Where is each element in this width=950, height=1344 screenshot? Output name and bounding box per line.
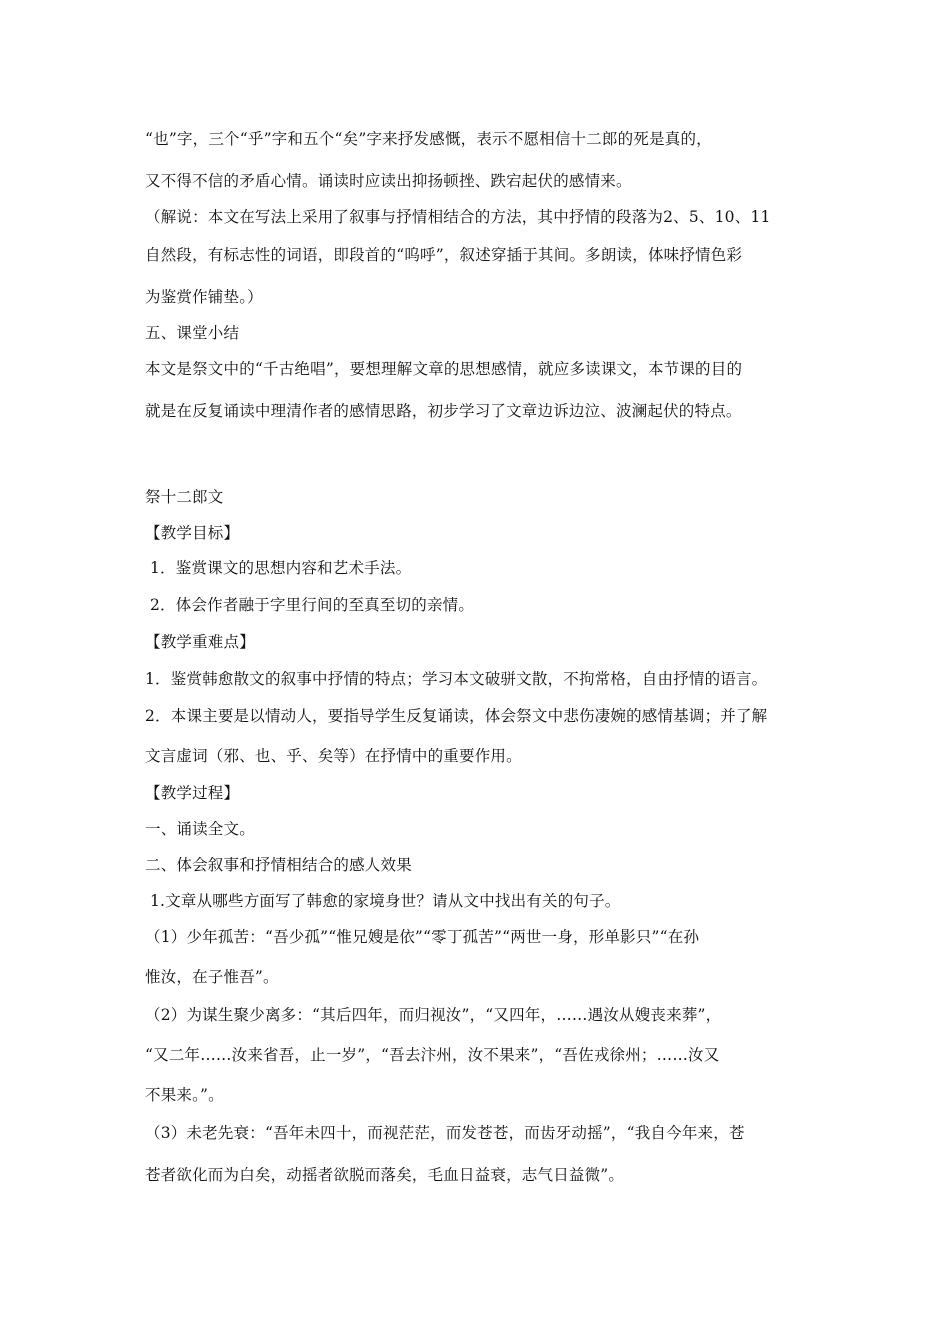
text-line: 惟汝，在子惟吾”。 [145,968,279,986]
text-line: 不果来。”。 [145,1086,224,1104]
list-item: 2．本课主要是以情动人，要指导学生反复诵读，体会祭文中悲伤凄婉的感情基调；并了解 [145,707,768,725]
text-line: 文言虚词（邪、也、乎、矣等）在抒情中的重要作用。 [145,747,522,765]
text-line: （解说：本文在写法上采用了叙事与抒情相结合的方法，其中抒情的段落为2、5、10、11 [145,208,771,226]
list-item: 1．鉴赏韩愈散文的叙事中抒情的特点；学习本文破骈文散，不拘常格，自由抒情的语言。 [145,670,768,688]
text-line: 又不得不信的矛盾心情。诵读时应读出抑扬顿挫、跌宕起伏的感情来。 [145,172,632,190]
text-line: “又二年……汝来省吾，止一岁”，“吾去汴州，汝不果来”，“吾佐戎徐州；……汝又 [145,1046,720,1064]
section-heading: 【教学过程】 [145,784,240,802]
question: 1.文章从哪些方面写了韩愈的家境身世？请从文中找出有关的句子。 [150,892,621,910]
document-title: 祭十二郎文 [145,488,224,506]
text-line: 为鉴赏作铺垫。） [145,288,263,306]
list-item: 2．体会作者融于字里行间的至真至切的亲情。 [150,596,475,614]
text-line: 就是在反复诵读中理清作者的感情思路，初步学习了文章边诉边泣、波澜起伏的特点。 [145,402,742,420]
section-heading: 【教学重难点】 [145,633,255,651]
text-line: 一、诵读全文。 [145,820,255,838]
text-line: （2）为谋生聚少离多：“其后四年，而归视汝”，“又四年，……遇汝从嫂丧来葬”， [145,1006,722,1024]
text-line: 自然段，有标志性的词语，即段首的“呜呼”，叙述穿插于其间。多朗读，体味抒情色彩 [145,246,743,264]
section-heading: 【教学目标】 [145,524,240,542]
text-line: 本文是祭文中的“千古绝唱”，要想理解文章的思想感情，就应多读课文，本节课的目的 [145,360,743,378]
text-line: “也”字，三个“乎”字和五个“矣”字来抒发感慨，表示不愿相信十二郎的死是真的， [145,130,712,148]
text-line: 二、体会叙事和抒情相结合的感人效果 [145,856,412,874]
text-line: （1）少年孤苦：“吾少孤”“惟兄嫂是依”“零丁孤苦”“两世一身，形单影只”“在孙 [145,928,700,946]
text-line: 苍者欲化而为白矣，动摇者欲脱而落矣，毛血日益衰，志气日益微”。 [145,1166,625,1184]
list-item: 1．鉴赏课文的思想内容和艺术手法。 [150,559,412,577]
text-line: （3）未老先衰：“吾年未四十，而视茫茫，而发苍苍，而齿牙动摇”，“我自今年来，苍 [145,1124,745,1142]
section-heading: 五、课堂小结 [145,324,240,342]
